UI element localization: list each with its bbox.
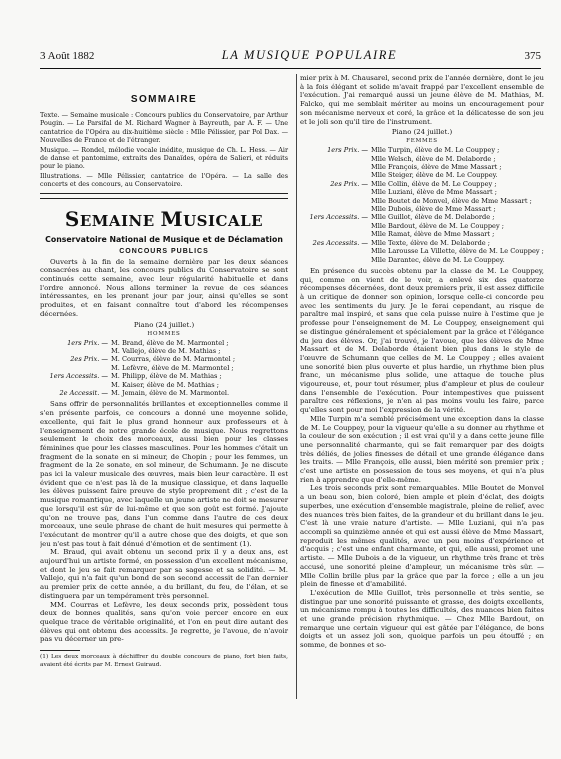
sommaire-illustrations: Illustrations. — Mlle Pélissier, cantatrice de l'Opéra. — La salle des concerts et des concours, au Conservatoire.: [40, 171, 288, 189]
prize-label: [300, 197, 371, 205]
prize-label: [40, 364, 111, 372]
hommes-label: HOMMES: [147, 330, 181, 337]
prize-label: 1ers Prix. —: [327, 146, 368, 155]
prize-label: [300, 171, 371, 179]
hommes-prize-table: [40, 339, 288, 398]
semaine-musicale-title: [40, 207, 288, 231]
prize-row: [300, 256, 544, 264]
prize-label: [300, 205, 371, 213]
paragraph: Les trois seconds prix sont remarquables. Mlle Boutet de Monvel a un beau son, bien coloré, bien ample et plein d'éclat, des doigts superbes, une exécution d'ensemble magistrale, pleine de relief, avec des nuances très bien faites, de la grandeur et du brillant dans le jeu. C'est là une vraie nature d'artiste. — Mlle Luziani, qui n'a pas accompli sa quinzième année et qui est aussi élève de Mme Massart, reproduit les mêmes qualités, avec un peu moins d'expérience et d'acquis ; c'est une enfant charmante, et qui, elle aussi, promet une artiste. — Mlle Dubois a de la vigueur, un rhythme très franc et très accusé, une sonorité pleine d'ampleur, un mécanisme très sûr. — Mlle Collin brille plus par la grâce que par la force ; elle a un jeu plein de finesse et d'amabilité.: [300, 484, 544, 589]
prize-label: [300, 256, 371, 264]
page-number: 375: [524, 50, 541, 62]
prize-winner: Mlle Guillot, élève de M. Delaborde ;: [371, 213, 495, 222]
header-rule: [40, 68, 541, 69]
title-initial: S: [64, 206, 80, 231]
sommaire-title: SOMMAIRE: [130, 94, 198, 105]
sommaire-musique: Musique. — Rondel, mélodie vocale inédite, musique de Ch. L. Hess. — Air de danse et pantomime, extraits des Danaïdes, opéra de Salieri, et réduits pour le piano.: [40, 145, 288, 171]
prize-label: 2es Prix. —: [330, 179, 368, 188]
prize-label: [300, 222, 371, 230]
prize-winner: Mlle Darantec, élève de M. Le Couppey.: [371, 255, 505, 264]
sommaire-texte: Texte. — Semaine musicale : Concours publics du Conservatoire, par Arthur Pougin. — Le Parsifal de M. Richard Wagner à Bayreuth, par A. F. — Une cantatrice de l'Opéra au dix-huitième siècle : Mlle Pélissier, par Pol Dax. — Nouvelles de France et de l'étranger.: [40, 111, 288, 145]
prize-winner: Mlle Larousse La Villette, élève de M. Le Couppey ;: [371, 247, 544, 256]
prize-winner: M. Vallejo, élève de M. Mathias ;: [111, 346, 221, 355]
paragraph: L'exécution de Mlle Guillot, très personnelle et très sentie, se distingue par une sonorité puissante et grasse, des doigts excellents, un mécanisme rompu à toutes les difficultés, des nuances bien faites et une grande précision rhythmique. — Chez Mlle Bardout, on remarque une certain vigueur qui est gâtée par l'élégance, de bons doigts et un assez joli son, quoique parfois un peu étouffé ; en somme, de bonnes et so-: [300, 588, 544, 650]
prize-row: [40, 347, 288, 355]
title-initial: M: [160, 206, 184, 231]
prize-winner: Mlle Luziani, élève de Mme Massart ;: [371, 188, 498, 197]
prize-row: [300, 180, 544, 188]
prize-row: [300, 230, 544, 238]
prize-winner: Mlle Boutet de Monvel, élève de Mme Massart ;: [371, 196, 532, 205]
prize-label: [300, 230, 371, 238]
prize-row: [300, 155, 544, 163]
prize-winner: M. Lefèvre, élève de M. Marmontel ;: [111, 363, 234, 372]
issue-date: 3 Août 1882: [40, 50, 95, 62]
prize-row: [300, 222, 544, 230]
paragraph: MM. Courras et Lefèvre, les deux seconds prix, possèdent tous deux de bonnes qualités, sans qu'on voie percer encore en eux quelque trace de véritable originalité, et l'on en peut dire autant des élèves qui ont obtenu des accessits. Je regrette, je l'avoue, de n'avoir pas vu décerner un pre-: [40, 600, 288, 644]
article-subtitle: Conservatoire National de Musique et de Déclamation: [45, 234, 283, 244]
prize-winner: M. Brand, élève de M. Marmontel ;: [111, 338, 229, 347]
prize-label: 1ers Prix. —: [67, 338, 108, 347]
paragraph: Mlle Turpin m'a semblé précisément une exception dans la classe de M. Le Couppey, pour la vigueur qu'elle a su donner au rhythme et la couleur de son exécution ; il est vrai qu'il y a dans cette jeune fille une personnalité charmante, qui se fait remarquer par des doigts très déliés, de jolies finesses de détail et une grande élégance dans les traits. — Mlle François, elle aussi, bien mérité son premier prix ; c'est une artiste en possession de tous ses moyens, et qui n'a plus rien à apprendre que d'elle-même.: [300, 414, 544, 484]
prize-label: [300, 155, 371, 163]
prize-row: [300, 247, 544, 255]
femmes-label: FEMMES: [406, 138, 438, 145]
section-rule: [40, 193, 288, 194]
prize-winner: Mlle Dubois, élève de Mme Massart ;: [371, 205, 496, 214]
prize-winner: Mlle Collin, élève de M. Le Couppey ;: [371, 179, 497, 188]
left-column: [40, 74, 294, 739]
prize-winner: M. Jemain, élève de M. Marmontel.: [111, 389, 230, 398]
prize-winner: Mlle Bardout, élève de M. Le Couppey ;: [371, 221, 504, 230]
prize-row: [300, 163, 544, 171]
piano-hommes-title: Piano (24 juillet.): [133, 320, 195, 329]
title-word: EMAINE: [79, 211, 155, 230]
prize-row: [300, 188, 544, 196]
prize-row: [40, 364, 288, 372]
concours-title: CONCOURS PUBLICS: [119, 247, 209, 255]
footnote-rule: [40, 650, 80, 651]
section-rule: [40, 198, 288, 199]
sommaire-block: [40, 111, 288, 189]
paragraph: En présence du succès obtenu par la classe de M. Le Couppey, qui, comme on vient de le voir, a enlevé six des quatorze récompenses décernées, dont deux premiers prix, il est assez difficile à un critique de donner son opinion, lorsque celle-ci concorde peu avec les sentiments du jury. Je le ferai cependant, au risque de paraître mal inspiré, et sans que cela puisse nuire à l'estime que je professe pour l'enseignement de M. Le Couppey, enseignement qui se distingue généralement et spécialement par la grâce et l'élégance du jeu des élèves. Or, j'ai trouvé, je l'avoue, que les élèves de Mme Massart et de M. Delaborde étaient bien plus dans le style de l'œuvre de Schumann que celles de M. Le Couppey ; elles avaient une sonorité bien plus ouverte et plus hardie, un rhythme bien plus franc, un mécanisme plus solide, une attaque de touche plus vigoureuse, et, pour tout résumer, plus d'ampleur et plus de couleur dans l'ensemble de l'exécution. Pour intempestives que puissent paraître ces réflexions, je n'en ai pas moins voulu les faire, parce qu'elles sont pour moi l'expression de la vérité.: [300, 266, 544, 415]
right-column: [300, 74, 544, 739]
prize-row: [300, 213, 544, 221]
title-word: USICALE: [183, 211, 264, 230]
prize-winner: Mlle Welsch, élève de M. Delaborde ;: [371, 154, 496, 163]
prize-label: 2es Accessits. —: [312, 238, 368, 247]
prize-label: [300, 188, 371, 196]
prize-row: [40, 381, 288, 389]
prize-winner: Mlle Ramat, élève de Mme Massart ;: [371, 230, 495, 239]
prize-row: [300, 146, 544, 154]
prize-row: [40, 389, 288, 397]
prize-label: [40, 381, 111, 389]
femmes-prize-table: [300, 146, 544, 264]
prize-row: [40, 339, 288, 347]
paragraph: Sans offrir de personnalités brillantes et exceptionnelles comme il s'en présente parfois, ce concours a donné une moyenne solide, excellente, qui fait le plus grand honneur aux professeurs et à l'enseignement de notre grande école de musique. Nous regrettons seulement le choix des morceaux, aussi bien pour les classes féminines que pour les classes masculines. Pour les hommes c'était un fragment de la sonate en si mineur, de Chopin ; pour les femmes, un fragment de la 2e sonate, en sol mineur, de Schumann. Je ne discute pas ici la valeur musicale des œuvres, mais bien leur caractère. Il est évident que ce n'est pas là de la musique classique, et dans laquelle les élèves puissent faire preuve de style proprement dit ; c'est de la musique romantique, avec laquelle un jeune artiste ne doit se mesurer que lorsqu'il est sûr de lui-même et que son goût est formé. J'ajoute qu'on ne trouve pas, dans l'un comme dans l'autre de ces deux morceaux, une seule phrase de chant de huit mesures qui permette à l'exécutant de montrer qu'il a autre chose que des doigts, et que son jeu n'est pas tout à fait dénué d'émotion et de sentiment (1).: [40, 400, 288, 548]
prize-row: [40, 355, 288, 363]
prize-label: [40, 347, 111, 355]
prize-row: [300, 205, 544, 213]
prize-row: [40, 372, 288, 380]
prize-winner: Mlle Steiger, élève de M. Le Couppey.: [371, 171, 498, 180]
prize-winner: M. Courras, élève de M. Marmontel ;: [111, 355, 236, 364]
prize-label: [300, 163, 371, 171]
prize-winner: M. Kaiser, élève de M. Mathias ;: [111, 380, 219, 389]
prize-label: 2e Accessit. —: [59, 389, 108, 398]
page-header: [40, 48, 541, 68]
prize-winner: Mlle Texte, élève de M. Delaborde ;: [371, 238, 491, 247]
prize-winner: Mlle Turpin, élève de M. Le Couppey ;: [371, 146, 500, 155]
footnote: (1) Les deux morceaux à déchiffrer du double concours de piano, fort bien faits, avaient été écrits par M. Ernest Guiraud.: [40, 654, 288, 668]
prize-label: [300, 247, 371, 255]
prize-row: [300, 197, 544, 205]
prize-label: 1ers Accessits. —: [309, 213, 368, 222]
prize-winner: M. Philipp, élève de M. Mathias ;: [111, 372, 222, 381]
prize-winner: Mlle François, élève de Mme Massart ;: [371, 163, 502, 172]
journal-title: LA MUSIQUE POPULAIRE: [221, 48, 398, 62]
column-separator: [296, 74, 297, 699]
prize-row: [300, 239, 544, 247]
paragraph-continued: mier prix à M. Chausarel, second prix de l'année dernière, dont le jeu à la fois élégant et solide m'avait frappé par l'excellent ensemble de l'exécution. J'ai remarqué aussi un jeune élève de M. Mathias, M. Falcko, qui me semblait mériter au moins un encouragement pour son mécanisme nerveux et coré, la grâce et la délicatesse de son jeu et le joli son qu'il tire de l'instrument.: [300, 74, 544, 126]
intro-paragraph: Ouverts à la fin de la semaine dernière par les deux séances consacrées au chant, les concours publics du Conservatoire se sont continués cette semaine, avec leur régularité habituelle et dans l'ordre annoncé. Nous allons terminer la revue de ces séances intéressantes, en les prenant jour par jour, ainsi qu'elles se sont produites, et en faisant connaître tout d'abord les récompenses décernées.: [40, 257, 288, 318]
prize-label: 2es Prix. —: [70, 355, 108, 364]
paragraph: M. Braud, qui avait obtenu un second prix il y a deux ans, est aujourd'hui un artiste formé, en possession d'un excellent mécanisme, et dont le jeu se fait remarquer par sa sagesse et sa solidité. — M. Vallejo, qui n'a fait qu'un bond de son second accessit de l'an dernier au premier prix de cette année, a du brillant, du feu, de l'élan, et se distinguera par un tempérament très personnel.: [40, 548, 288, 600]
piano-femmes-title: Piano (24 juillet.): [391, 128, 453, 137]
prize-row: [300, 171, 544, 179]
prize-label: 1ers Accessits. —: [49, 372, 108, 381]
